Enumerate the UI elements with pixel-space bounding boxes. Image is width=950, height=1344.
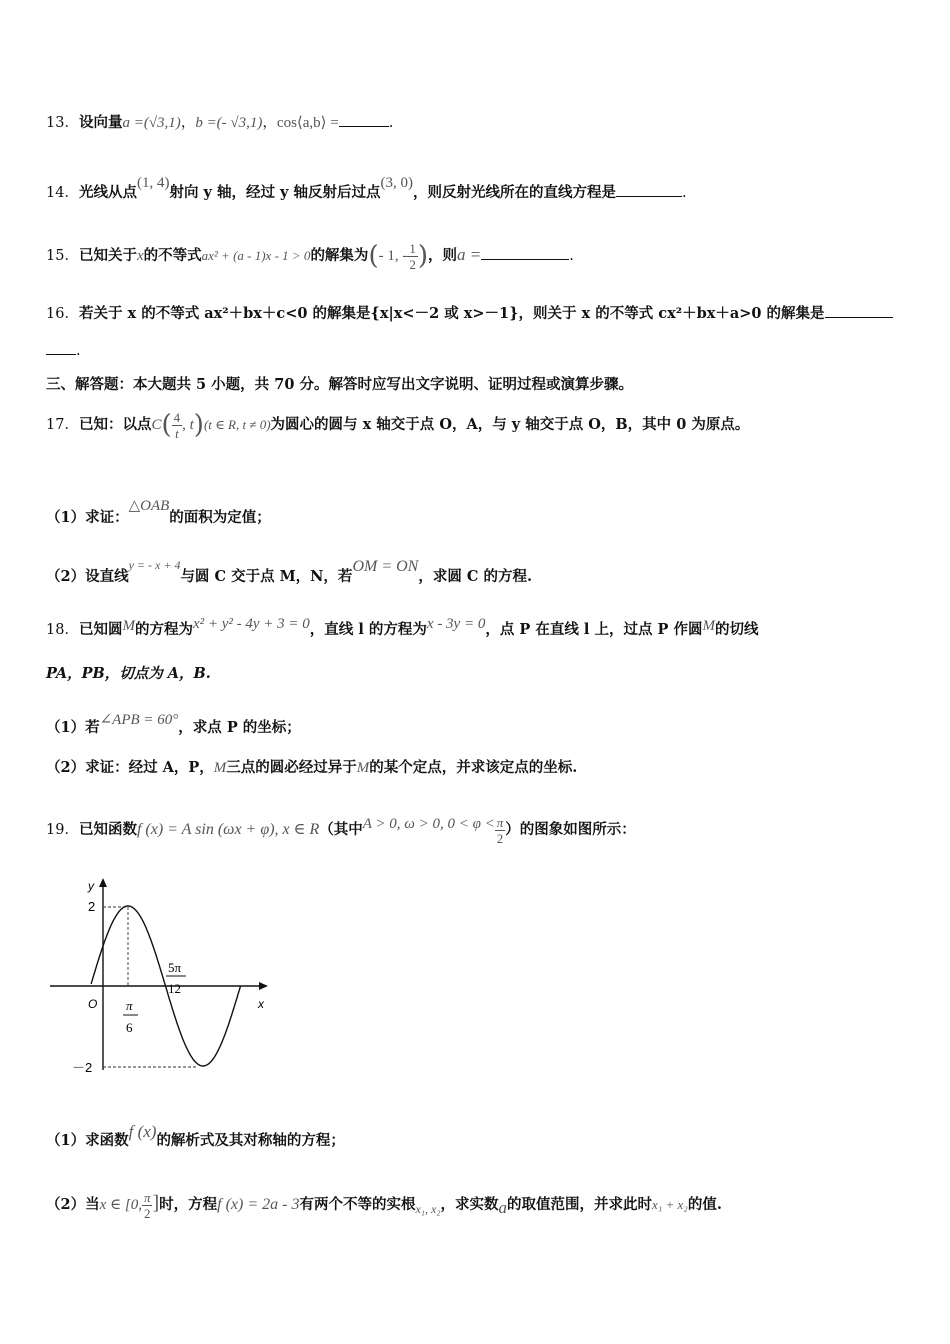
q17-right-paren: )	[193, 410, 204, 440]
q19-part2	[46, 1178, 722, 1228]
q18-m2: M	[702, 618, 715, 634]
q17-point-c: C	[151, 417, 162, 433]
tick2-num: 5π	[168, 960, 182, 975]
q19-condition: A > 0, ω > 0, 0 < φ <	[362, 816, 495, 832]
q15-frac-num: 1	[409, 240, 416, 256]
q18-part2-text2: 的某个定点，并求该定点的坐标.	[369, 759, 578, 776]
q19-part1	[46, 1112, 345, 1152]
q19-text2: （其中	[319, 821, 363, 838]
x-axis-arrow	[259, 982, 268, 990]
q19-part1-label: （1）求函数	[46, 1132, 129, 1149]
q17-text2: 为圆心的圆与 x 轴交于点 O，A，与 y 轴交于点 O，B，其中 0 为原点。	[270, 416, 750, 433]
q18-text3: ，直线 l 的方程为	[309, 621, 427, 638]
q17-fraction	[172, 410, 183, 441]
q18-text1: 已知圆	[78, 621, 123, 638]
q14-point1: (1, 4)	[136, 175, 170, 191]
q18-angle: ∠APB = 60°	[99, 712, 179, 728]
q16-continuation	[46, 340, 81, 362]
q19-part2-text2: 有两个不等的实根	[299, 1196, 416, 1213]
q13-sep2: ，	[262, 115, 277, 131]
q17-line-eq: y = - x + 4	[128, 558, 181, 572]
q14-point2: (3, 0)	[380, 175, 413, 191]
q19-part1-text: 的解析式及其对称轴的方程；	[156, 1132, 345, 1149]
q15-right-paren: )	[417, 241, 428, 271]
q15-interval: - 1, -	[378, 248, 408, 264]
q19-part1-f: f (x)	[128, 1122, 157, 1141]
q19-part2-fraction	[142, 1190, 153, 1221]
q15-end: .	[569, 248, 574, 264]
q15-text2: 的不等式	[143, 247, 202, 264]
y-min-label: －2	[72, 1060, 93, 1075]
question-18	[46, 613, 758, 641]
q18-line2: PA，PB，切点为 A，B.	[46, 665, 211, 682]
q17-number: 17．	[46, 417, 79, 433]
question-17	[46, 405, 749, 445]
q18-line-eq: x - 3y = 0	[426, 616, 486, 632]
q19-number: 19．	[46, 822, 79, 838]
question-14	[46, 172, 687, 204]
q13-end: .	[388, 115, 394, 131]
q17-triangle: △OAB	[128, 498, 170, 514]
q19-part2-frac-den: 2	[143, 1205, 151, 1221]
sine-graph	[46, 870, 286, 1080]
q17-part2-text2: ，求圆 C 的方程.	[418, 568, 533, 585]
q13-number: 13．	[46, 115, 79, 131]
q18-part2-text1: 三点的圆必经过异于	[226, 759, 357, 776]
q14-number: 14．	[46, 185, 79, 201]
q15-frac-den: 2	[409, 256, 416, 272]
question-16	[46, 303, 893, 325]
q16-number: 16．	[46, 306, 79, 322]
q16-text: 若关于 x 的不等式 ax²＋bx＋c<0 的解集是{x|x<－2 或 x>－1}，则关于 x 的不等式 cx²＋bx＋a>0 的解集是	[78, 305, 825, 322]
q15-left-paren: (	[368, 241, 379, 271]
q13-answer-blank[interactable]	[339, 112, 389, 127]
q13-vector-a: a =(√3,1)	[122, 115, 181, 131]
q17-coord-t: , t	[182, 417, 194, 433]
q19-fraction	[495, 815, 506, 846]
y-max-label: 2	[88, 899, 96, 914]
q18-part2-m2: M	[356, 760, 370, 776]
q18-part1	[46, 709, 301, 739]
q16-answer-blank-2[interactable]	[46, 340, 76, 355]
q13-lead: 设向量	[78, 114, 123, 131]
q17-text1: 已知：以点	[78, 416, 152, 433]
q19-sum: x₁ + x₂	[651, 1197, 688, 1212]
q17-condition: (t ∈ R, t ≠ 0)	[203, 417, 271, 432]
q18-part2	[46, 757, 577, 779]
q15-inequality: ax² + (a - 1)x - 1 > 0	[201, 248, 311, 263]
q15-text4: ，则	[428, 247, 457, 264]
q19-equation: f (x) = 2a - 3	[217, 1196, 300, 1213]
q19-part2-text1: 时，方程	[159, 1196, 218, 1213]
q17-frac-den: t	[175, 425, 179, 441]
q19-part2-frac-num: π	[143, 1189, 151, 1205]
origin-label: O	[88, 997, 98, 1011]
q17-frac-num: 4	[173, 409, 181, 425]
q15-fraction	[407, 241, 418, 272]
q19-domain: x ∈ [0,	[99, 1197, 142, 1213]
q17-part1-label: （1）求证：	[46, 509, 129, 526]
q13-vector-b: b =(- √3,1)	[195, 115, 263, 131]
q19-part2-text4: 的取值范围，并求此时	[506, 1196, 652, 1213]
q15-a-eq: a =	[457, 245, 482, 264]
tick2-den: 12	[168, 981, 181, 996]
q14-text1: 光线从点	[78, 184, 137, 201]
q19-a: a	[498, 1198, 507, 1217]
question-19	[46, 802, 636, 846]
q15-answer-blank[interactable]	[481, 245, 569, 260]
q19-part2-text5: 的值.	[687, 1196, 722, 1213]
y-axis-arrow	[99, 878, 107, 887]
q16-end: .	[76, 343, 81, 359]
q17-om-on: OM = ON	[352, 558, 419, 575]
q13-sep1: ，	[180, 115, 196, 131]
q16-answer-blank[interactable]	[825, 303, 893, 318]
q18-part1-text: ，求点 P 的坐标；	[178, 719, 301, 736]
q14-text3: ，则反射光线所在的直线方程是	[413, 184, 616, 201]
q18-text4: ，点 P 在直线 l 上，过点 P 作圆	[485, 621, 703, 638]
q19-roots: x₁, x₂	[415, 1202, 441, 1216]
q14-text2: 射向 y 轴，经过 y 轴反射后过点	[169, 184, 381, 201]
tick1-den: 6	[126, 1020, 133, 1035]
q17-part2-label: （2）设直线	[46, 568, 129, 585]
tick1-num: π	[126, 998, 133, 1013]
q17-part1-text: 的面积为定值；	[169, 509, 271, 526]
q15-number: 15．	[46, 248, 79, 264]
question-15	[46, 235, 574, 275]
q19-text3: ）的图象如图所示：	[505, 821, 636, 838]
q18-part1-label: （1）若	[46, 719, 100, 736]
q18-text5: 的切线	[714, 621, 759, 638]
q13-cos: cos⟨a,b⟩ =	[276, 115, 339, 131]
q18-number: 18．	[46, 622, 79, 638]
section-3-heading: 三、解答题：本大题共 5 小题，共 70 分。解答时应写出文字说明、证明过程或演算步骤。	[46, 376, 633, 393]
q18-text2: 的方程为	[134, 621, 193, 638]
q17-left-paren: (	[161, 410, 172, 440]
q19-text1: 已知函数	[78, 821, 137, 838]
q19-function: f (x) = A sin (ωx + φ), x ∈ R	[136, 821, 320, 838]
q15-text3: 的解集为	[310, 247, 369, 264]
q18-part2-m: M	[213, 760, 227, 776]
q14-end: .	[682, 185, 687, 201]
q14-answer-blank[interactable]	[616, 182, 682, 197]
q18-circle-eq: x² + y² - 4y + 3 = 0	[192, 616, 310, 632]
q15-text1: 已知关于	[78, 247, 137, 264]
q18-m1: M	[122, 618, 135, 634]
q19-frac-den: 2	[496, 830, 504, 846]
q15-var: x	[136, 248, 144, 264]
y-axis-label: y	[88, 879, 94, 893]
q19-frac-num: π	[496, 814, 504, 830]
q18-part2-label: （2）求证：经过 A，P，	[46, 759, 214, 776]
question-13	[46, 112, 393, 134]
q19-domain-end: ]	[152, 1192, 160, 1214]
q19-part2-text3: ，求实数	[440, 1196, 499, 1213]
q17-part1	[46, 495, 271, 529]
x-axis-label: x	[258, 997, 264, 1011]
q17-part2-text1: 与圆 C 交于点 M，N，若	[180, 568, 353, 585]
q19-part2-label: （2）当	[46, 1196, 100, 1213]
q17-part2	[46, 554, 532, 588]
